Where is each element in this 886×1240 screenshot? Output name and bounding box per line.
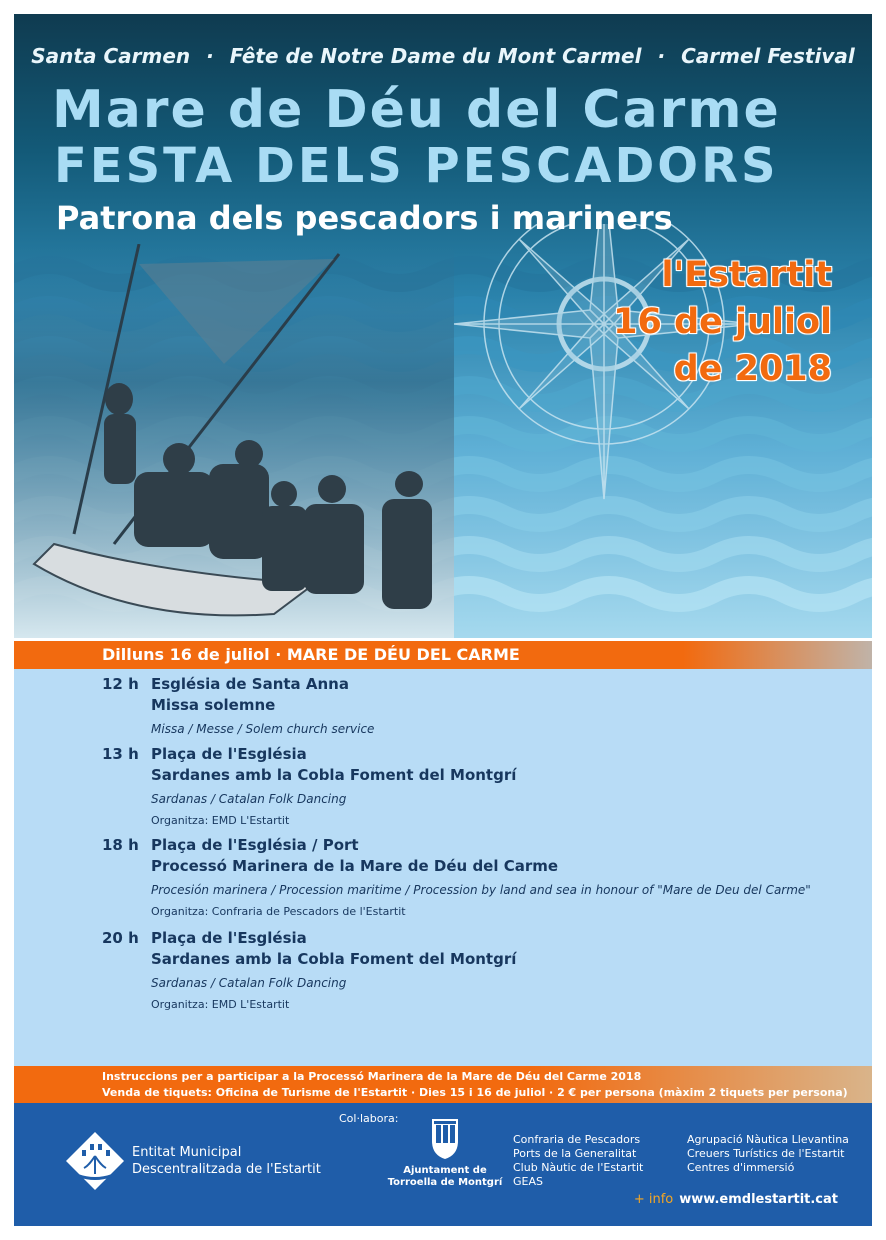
hero-banner	[14, 14, 872, 638]
event-time: 20 h	[102, 929, 139, 947]
emd-name-line-1: Entitat Municipal	[132, 1145, 242, 1160]
emd-name	[132, 1144, 321, 1178]
colabora-label: Col·labora:	[339, 1112, 399, 1125]
place-name: l'Estartit	[661, 255, 832, 295]
date-bar: Dilluns 16 de juliol · MARE DE DÉU DEL CARME	[14, 641, 872, 669]
collaborators-list-2	[687, 1133, 849, 1175]
event-organizer: Organitza: EMD L'Estartit	[151, 998, 290, 1011]
event-organizer: Organitza: Confraria de Pescadors de l'Estartit	[151, 905, 406, 918]
date-line-2: de 2018	[673, 349, 832, 389]
subtitle-fete: Fête de Notre Dame du Mont Carmel	[229, 44, 642, 68]
event-title: Missa solemne	[151, 696, 276, 714]
event-time: 12 h	[102, 675, 139, 693]
info-prefix: + info	[633, 1192, 674, 1207]
instructions-bar	[14, 1066, 872, 1103]
event-place: Plaça de l'Església	[151, 929, 307, 947]
fishermen-boat-photo	[14, 244, 454, 638]
collaborator-item: Confraria de Pescadors	[513, 1133, 641, 1146]
ajuntament-name	[380, 1165, 510, 1189]
date-line-1: 16 de juliol	[613, 302, 832, 342]
event-title: Sardanes amb la Cobla Foment del Montgrí	[151, 766, 517, 784]
event-translation: Missa / Messe / Solem church service	[151, 722, 375, 736]
website-info	[634, 1192, 838, 1207]
title-mare-de-deu: Mare de Déu del Carme	[52, 80, 781, 140]
collaborator-item: Club Nàutic de l'Estartit	[513, 1161, 644, 1174]
event-translation: Sardanas / Catalan Folk Dancing	[151, 976, 347, 990]
collaborator-item: Centres d'immersió	[687, 1161, 795, 1174]
event-place: Església de Santa Anna	[151, 675, 349, 693]
event-time: 18 h	[102, 836, 139, 854]
collaborators-list-1	[513, 1133, 643, 1189]
event-place: Plaça de l'Església / Port	[151, 836, 359, 854]
emd-name-line-2: Descentralitzada de l'Estartit	[132, 1162, 321, 1177]
event-place: Plaça de l'Església	[151, 745, 307, 763]
subtitle-carmel-festival: Carmel Festival	[681, 44, 855, 68]
collaborator-item: GEAS	[513, 1175, 543, 1188]
collaborator-item: Ports de la Generalitat	[513, 1147, 637, 1160]
event-time: 13 h	[102, 745, 139, 763]
place-and-date	[613, 252, 832, 393]
instructions-line-2: Venda de tiquets: Oficina de Turisme de l'Estartit · Dies 15 i 16 de juliol · 2 € per persona (màxim 2 tiquets per persona)	[102, 1086, 848, 1099]
event-title: Processó Marinera de la Mare de Déu del Carme	[151, 857, 559, 875]
separator-dot: ·	[657, 44, 666, 68]
event-translation: Sardanas / Catalan Folk Dancing	[151, 792, 347, 806]
website-link[interactable]: www.emdlestartit.cat	[679, 1192, 838, 1207]
program-schedule	[14, 669, 872, 1066]
ajuntament-crest-icon	[428, 1115, 462, 1161]
event-translation: Procesión marinera / Procession maritime / Procession by land and sea in honour of "Mare de Deu del Carme"	[151, 883, 811, 897]
separator-dot: ·	[206, 44, 214, 68]
title-patrona: Patrona dels pescadors i mariners	[56, 199, 673, 237]
event-organizer: Organitza: EMD L'Estartit	[151, 814, 290, 827]
subtitle-languages	[14, 44, 872, 68]
instructions-line-1: Instruccions per a participar a la Processó Marinera de la Mare de Déu del Carme 2018	[102, 1070, 642, 1083]
event-title: Sardanes amb la Cobla Foment del Montgrí	[151, 950, 517, 968]
emd-logo-icon	[64, 1130, 126, 1192]
title-festa-pescadors: FESTA DELS PESCADORS	[54, 138, 779, 194]
collaborator-item: Creuers Turístics de l'Estartit	[687, 1147, 845, 1160]
ajuntament-line-2: Torroella de Montgrí	[387, 1177, 503, 1188]
footer	[14, 1103, 872, 1226]
subtitle-santa-carmen: Santa Carmen	[31, 44, 191, 68]
collaborator-item: Agrupació Nàutica Llevantina	[687, 1133, 849, 1146]
ajuntament-line-1: Ajuntament de	[403, 1165, 487, 1176]
